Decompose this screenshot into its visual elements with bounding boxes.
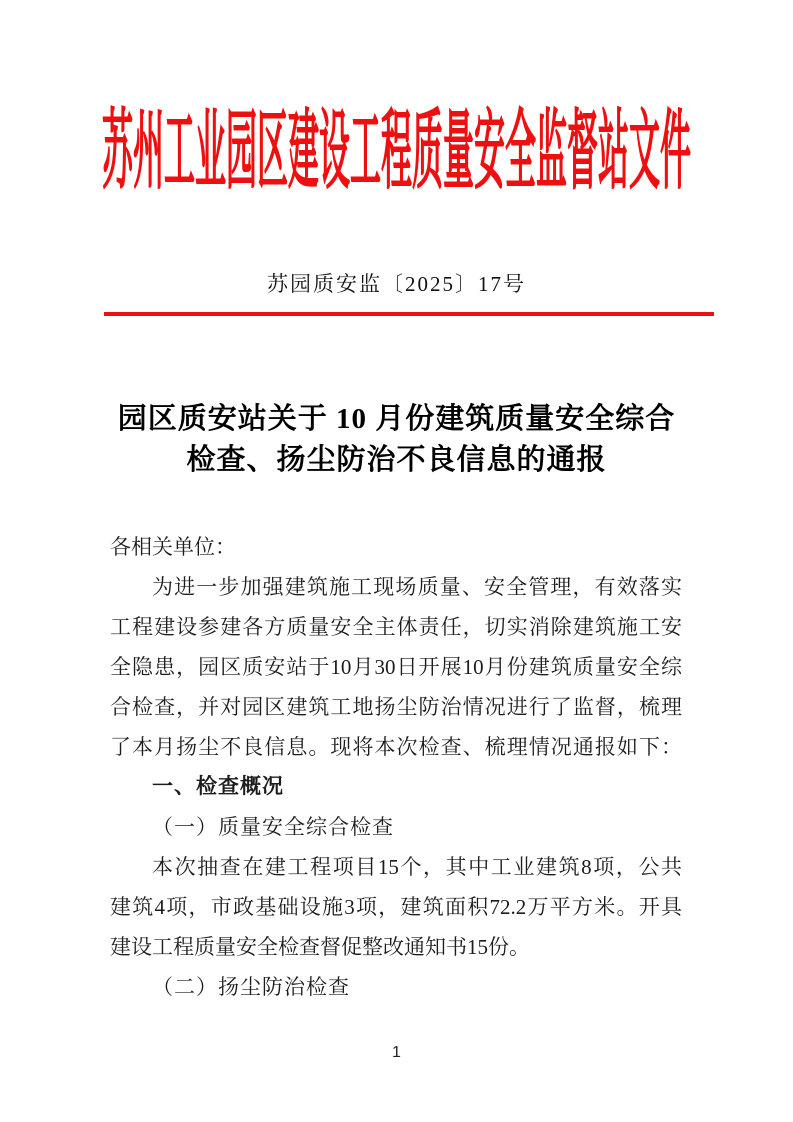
body-line: 了本月扬尘不良信息。现将本次检查、梳理情况通报如下： <box>110 735 682 759</box>
letterhead-org-title: 苏州工业园区建设工程质量安全监督站文件 <box>102 101 691 200</box>
body-line: 为进一步加强建筑施工现场质量、安全管理，有效落实 <box>152 575 682 599</box>
body-line: 合检查，并对园区建筑工地扬尘防治情况进行了监督，梳理 <box>110 695 682 719</box>
page-number: 1 <box>392 1044 401 1061</box>
body-line: 本次抽查在建工程项目15个，其中工业建筑8项，公共 <box>152 855 682 879</box>
red-divider <box>104 312 714 316</box>
salutation: 各相关单位： <box>110 535 236 559</box>
document-title-line1: 园区质安站关于 10 月份建筑质量安全综合 <box>117 403 676 435</box>
document-title-line2: 检查、扬尘防治不良信息的通报 <box>186 444 607 476</box>
red-letterhead <box>0 94 793 200</box>
body-line: 全隐患，园区质安站于10月30日开展10月份建筑质量安全综 <box>110 655 682 679</box>
body-line: 工程建设参建各方质量安全主体责任，切实消除建筑施工安 <box>110 615 682 639</box>
doc-number: 苏园质安监〔2025〕17号 <box>267 272 526 296</box>
document-body <box>110 527 682 1007</box>
section-heading-1: 一、检查概况 <box>152 775 284 798</box>
body-line: 建设工程质量安全检查督促整改通知书15份。 <box>110 935 530 959</box>
body-line: 建筑4项，市政基础设施3项，建筑面积72.2万平方米。开具 <box>110 895 682 919</box>
subsection-heading-1: （一）质量安全综合检查 <box>152 815 394 839</box>
subsection-heading-2: （二）扬尘防治检查 <box>152 975 350 999</box>
document-title <box>0 399 793 481</box>
